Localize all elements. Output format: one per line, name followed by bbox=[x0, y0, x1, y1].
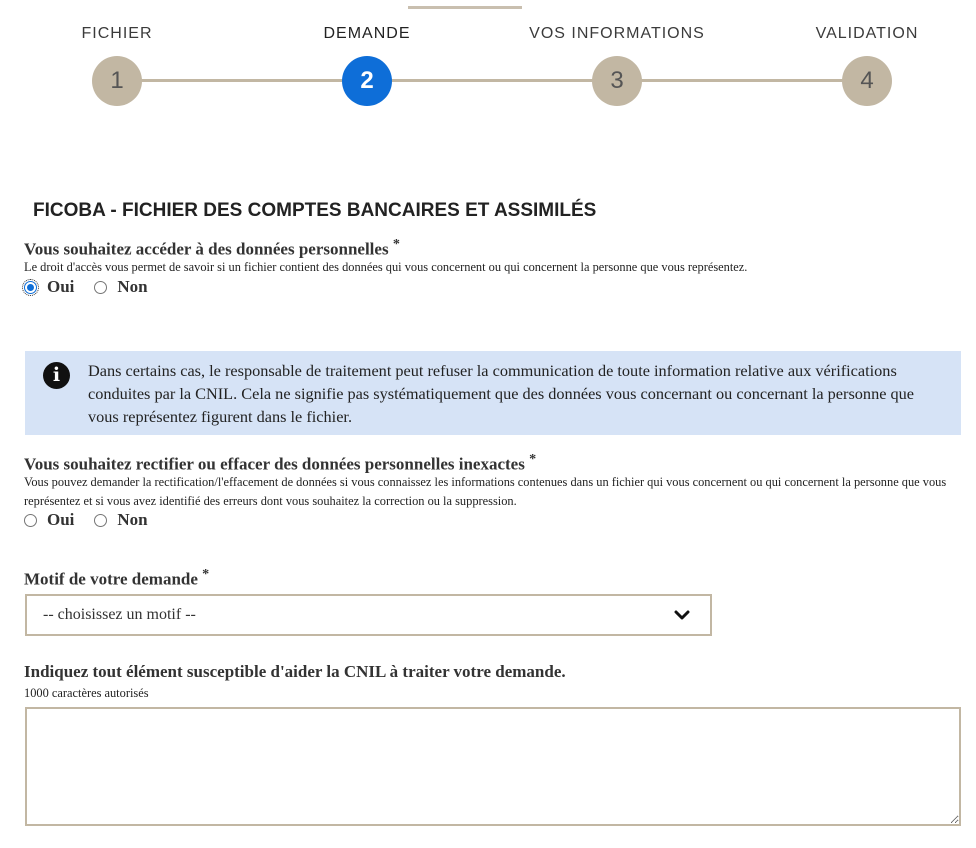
step-label: DEMANDE bbox=[323, 25, 411, 42]
required-mark: * bbox=[529, 451, 537, 467]
motif-select[interactable] bbox=[25, 594, 712, 636]
step-number: 3 bbox=[592, 56, 642, 106]
rectify-non-radio[interactable] bbox=[94, 514, 107, 527]
stepper-connector-line bbox=[117, 79, 867, 82]
access-oui-label[interactable]: Oui bbox=[47, 277, 75, 296]
step-fichier[interactable] bbox=[17, 0, 217, 94]
step-number: 2 bbox=[342, 56, 392, 106]
access-non-radio[interactable] bbox=[94, 281, 107, 294]
step-validation[interactable] bbox=[767, 0, 967, 94]
access-question-text: Vous souhaitez accéder à des données personnelles bbox=[24, 239, 389, 259]
required-mark: * bbox=[392, 236, 400, 252]
info-icon: i bbox=[43, 362, 70, 389]
section-title: FICOBA - FICHIER DES COMPTES BANCAIRES ET ASSIMILÉS bbox=[33, 200, 597, 221]
access-radio-group bbox=[24, 277, 168, 297]
chevron-down-icon bbox=[674, 610, 690, 620]
info-notice-text: Dans certains cas, le responsable de traitement peut refuser la communication de toute information relative aux vérifications conduites par la CNIL. Cela ne signifie pas systématiquement que des données vous concernant ou concernant la personne que vous représentez figurent dans le fichier. bbox=[88, 361, 915, 426]
required-mark: * bbox=[202, 566, 210, 582]
step-label: VOS INFORMATIONS bbox=[529, 25, 705, 42]
rectify-oui-label[interactable]: Oui bbox=[47, 510, 75, 529]
rectify-question-label bbox=[24, 451, 536, 475]
motif-label-text: Motif de votre demande bbox=[24, 569, 198, 589]
access-help-text: Le droit d'accès vous permet de savoir si un fichier contient des données qui vous concernent ou qui concernent la personne que vous représentez. bbox=[24, 260, 748, 274]
info-notice bbox=[25, 351, 961, 435]
details-help-text: 1000 caractères autorisés bbox=[24, 686, 149, 700]
rectify-oui-radio[interactable] bbox=[24, 514, 37, 527]
step-number: 4 bbox=[842, 56, 892, 106]
step-demande[interactable] bbox=[267, 0, 467, 94]
access-non-label[interactable]: Non bbox=[117, 277, 148, 296]
motif-selected-value: -- choisissez un motif -- bbox=[43, 606, 196, 623]
motif-label bbox=[24, 566, 209, 590]
details-textarea[interactable] bbox=[25, 707, 961, 826]
rectify-non-label[interactable]: Non bbox=[117, 510, 148, 529]
rectify-radio-group bbox=[24, 510, 168, 530]
rectify-help-text: Vous pouvez demander la rectification/l'effacement de données si vous connaissez les informations contenues dans un fichier qui vous concernent ou qui concernent la personne que vous représentez et si vous avez identifié des erreurs dont vous souhaitez la correction ou la suppression. bbox=[24, 475, 947, 508]
progress-stepper bbox=[0, 0, 976, 120]
step-number: 1 bbox=[92, 56, 142, 106]
step-label: FICHIER bbox=[81, 25, 153, 42]
step-vos-informations[interactable] bbox=[517, 0, 717, 94]
access-oui-radio[interactable] bbox=[24, 281, 37, 294]
rectify-question-text: Vous souhaitez rectifier ou effacer des données personnelles inexactes bbox=[24, 454, 525, 474]
step-label: VALIDATION bbox=[815, 25, 919, 42]
details-label: Indiquez tout élément susceptible d'aider la CNIL à traiter votre demande. bbox=[24, 662, 566, 681]
access-question-label bbox=[24, 236, 400, 260]
